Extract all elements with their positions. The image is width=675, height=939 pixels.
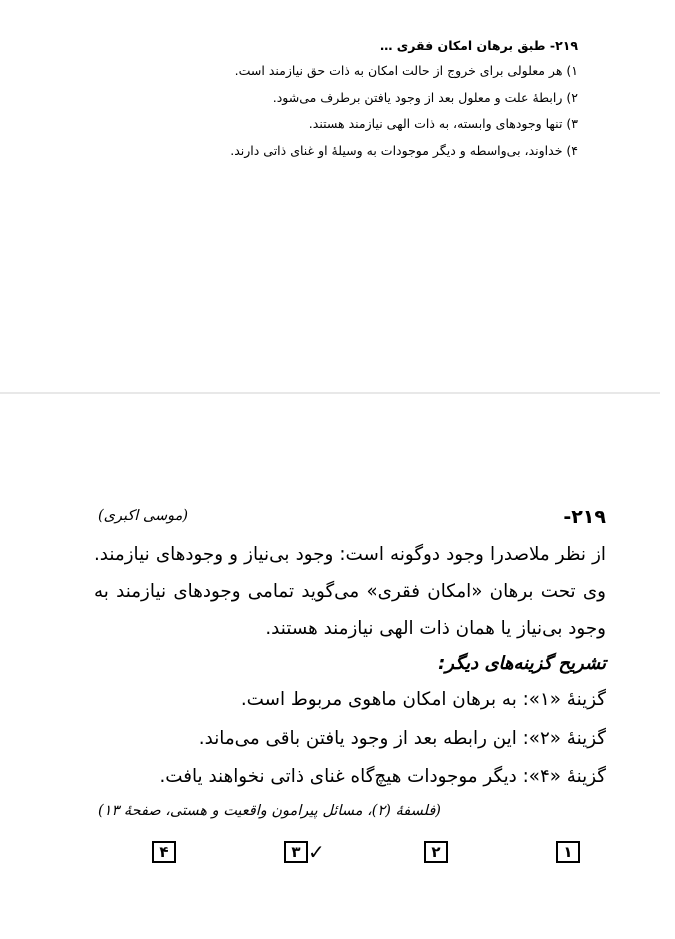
other-option-4: گزینهٔ «۴»: دیگر موجودات هیچ‌گاه غنای ذاتی نخواهند یافت.	[159, 766, 606, 787]
choice-box-4: ۴	[152, 841, 176, 863]
question-option-4: ۴) خداوند، بی‌واسطه و دیگر موجودات به وسیلهٔ او غنای ذاتی دارند.	[230, 142, 578, 158]
choice-box-3: ۳	[284, 841, 308, 863]
answer-body: از نظر ملاصدرا وجود دوگونه است: وجود بی‌نیاز و وجودهای نیازمند. وی تحت برهان «امکان فقری» می‌گوید تمامی وجودهای نیازمند به وجود بی‌نیاز یا همان ذات الهی نیازمند هستند.	[94, 544, 606, 639]
choice-box-2: ۲	[424, 841, 448, 863]
answer-number: ۲۱۹-	[563, 506, 606, 528]
answer-header	[94, 502, 606, 536]
page-divider	[0, 392, 660, 394]
question-title: ۲۱۹- طبق برهان امکان فقری …	[379, 38, 578, 53]
question-block	[150, 34, 578, 164]
choice-boxes	[0, 841, 675, 867]
question-option-2: ۲) رابطهٔ علت و معلول بعد از وجود یافتن برطرف می‌شود.	[272, 89, 578, 105]
question-option-3: ۳) تنها وجودهای وابسته، به ذات الهی نیازمند هستند.	[308, 116, 578, 131]
other-option-2: گزینهٔ «۲»: این رابطه بعد از وجود یافتن باقی می‌ماند.	[198, 727, 606, 749]
other-option-1: گزینهٔ «۱»: به برهان امکان ماهوی مربوط است.	[240, 689, 606, 710]
correct-check-icon: ✓	[308, 840, 325, 864]
explanation-title: تشریح گزینه‌های دیگر:	[438, 653, 606, 674]
answer-reference: (فلسفهٔ (۲)، مسائل پیرامون واقعیت و هستی، صفحهٔ ۱۳)	[98, 802, 441, 819]
answer-block	[94, 502, 606, 825]
choice-box-1: ۱	[556, 841, 580, 863]
answer-author: (موسی اکبری)	[98, 508, 189, 524]
question-option-1: ۱) هر معلولی برای خروج از حالت امکان به ذات حق نیازمند است.	[234, 63, 578, 78]
